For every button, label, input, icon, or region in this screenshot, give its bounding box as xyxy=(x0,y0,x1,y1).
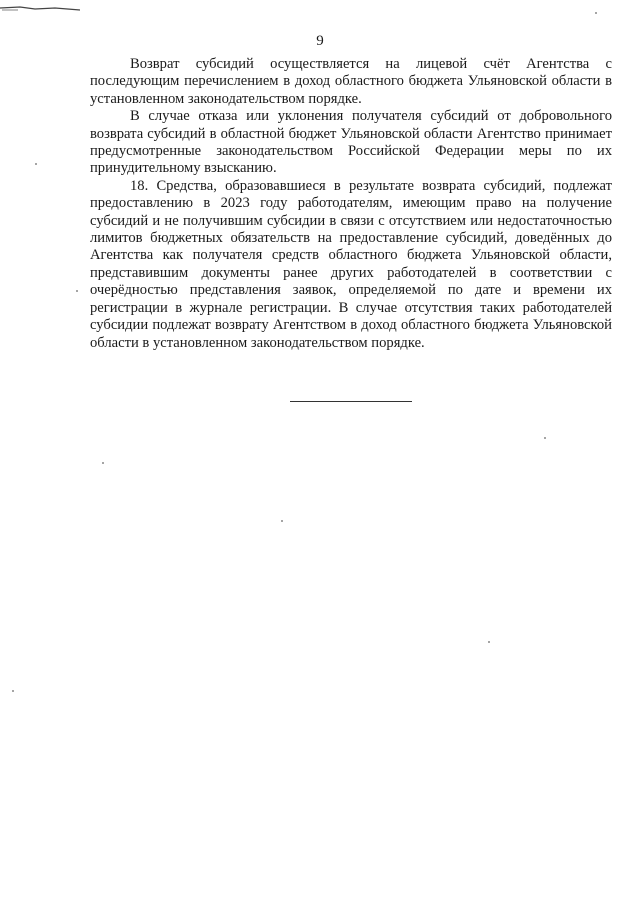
paragraph-refund-procedure: Возврат субсидий осуществляется на лицевой счёт Агентства с последующим перечислением в доход областного бюджета Ульяновской области в установленном законодательством порядке. xyxy=(90,56,612,107)
scan-speck xyxy=(12,690,14,692)
paragraph-refusal-enforcement: В случае отказа или уклонения получателя субсидий от добровольного возврата субсидий в областной бюджет Ульяновской области Агентство принимает предусмотренные законодательством Российской Федерации меры по их принудительному взысканию. xyxy=(90,108,612,177)
scan-speck xyxy=(76,290,78,292)
end-separator-line xyxy=(290,401,412,402)
document-body xyxy=(90,56,612,352)
scan-speck xyxy=(281,520,283,522)
page-number: 9 xyxy=(316,33,324,49)
scan-speck xyxy=(595,12,597,14)
scan-speck xyxy=(544,437,546,439)
paragraph-18-redistribution: 18. Средства, образовавшиеся в результате возврата субсидий, подлежат предоставлению в 2023 году работодателям, имеющим право на получение субсидий и не получившим субсидии в связи с отсутствием или недостаточностью лимитов бюджетных обязательств на предоставление субсидий, доведённых до Агентства как получателя средств областного бюджета Ульяновской области, представившим документы ранее других работодателей в соответствии с очерёдностью представления заявок, определяемой по дате и времени их регистрации в журнале регистрации. В случае отсутствия таких работодателей субсидии подлежат возврату Агентством в доход областного бюджета Ульяновской области в установленном законодательством порядке. xyxy=(90,177,612,351)
scan-artifact-mark xyxy=(0,2,120,12)
scan-speck xyxy=(35,163,37,165)
scan-speck xyxy=(488,641,490,643)
scan-speck xyxy=(102,462,104,464)
